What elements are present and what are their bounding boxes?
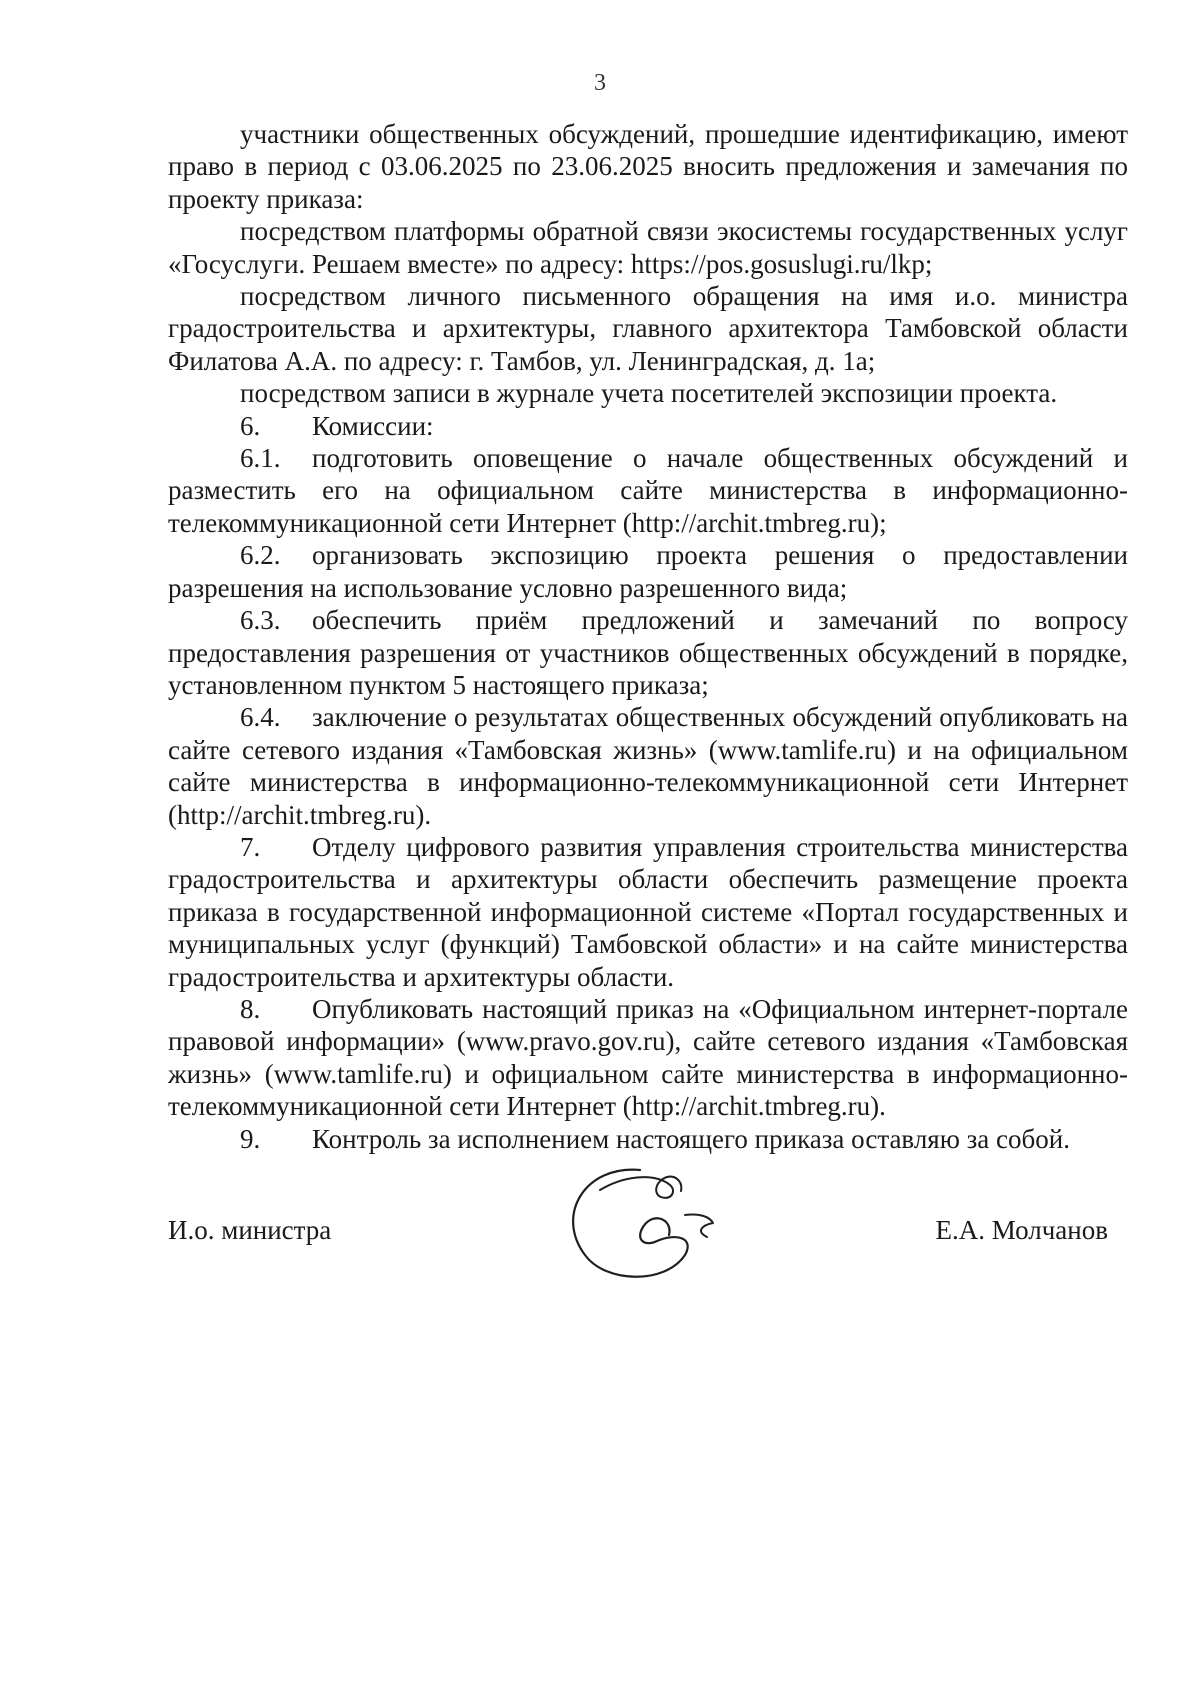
item-number: 8. (240, 993, 261, 1024)
item-number: 6.1. (240, 443, 281, 474)
item-text: Опубликовать настоящий приказ на «Официальном интернет-портале правовой информации» (www.pravo.gov.ru), сайте сетевого издания «Тамбовская жизнь» (www.tamlife.ru) и официальном сайте министерства в информационно-телекоммуникационной сети Интернет (http://archit.tmbreg.ru). (168, 993, 1128, 1122)
paragraph-journal: посредством записи в журнале учета посетителей экспозиции проекта. (240, 378, 1058, 409)
item-text: заключение о результатах общественных обсуждений опубликовать на сайте сетевого издания «Тамбовская жизнь» (www.tamlife.ru) и на официальном сайте министерства в информационно-телекоммуникационной сети Интернет (http://archit.tmbreg.ru). (168, 702, 1128, 830)
item-text: подготовить оповещение о начале общественных обсуждений и разместить его на официальном сайте министерства в информационно-телекоммуникационной сети Интернет (http://archit.tmbreg.ru); (168, 443, 1128, 538)
item-text: Отделу цифрового развития управления строительства министерства градостроительства и архитектуры области обеспечить размещение проекта приказа в государственной информационной системе «Портал государственных и муниципальных услуг (функций) Тамбовской области» и на сайте министерства градостроительства и архитектуры области. (168, 831, 1128, 992)
item-6-3 (168, 604, 1128, 701)
item-number: 7. (240, 831, 261, 862)
item-6-2 (168, 539, 1128, 604)
item-text: обеспечить приём предложений и замечаний по вопросу предоставления разрешения от участников общественных обсуждений в порядке, установленном пунктом 5 настоящего приказа; (168, 605, 1128, 700)
handwritten-signature (545, 1145, 745, 1295)
signatory-name: Е.А. Молчанов (935, 1215, 1108, 1245)
paragraph-participants: участники общественных обсуждений, прошедшие идентификацию, имеют право в период с 03.06.2025 по 23.06.2025 вносить предложения и замечания по проекту приказа: (168, 119, 1128, 214)
item-number: 6. (240, 410, 261, 441)
item-text: Комиссии: (312, 410, 434, 441)
item-number: 6.2. (240, 540, 281, 571)
item-6-1 (168, 442, 1128, 539)
paragraph-letter: посредством личного письменного обращения на имя и.о. министра градостроительства и архитектуры, главного архитектора Тамбовской области Филатова А.А. по адресу: г. Тамбов, ул. Ленинградская, д. 1а; (168, 281, 1128, 376)
item-text: организовать экспозицию проекта решения о предоставлении разрешения на использование условно разрешенного вида; (168, 540, 1128, 603)
item-number: 6.3. (240, 605, 281, 636)
signature-block (0, 1215, 1200, 1375)
item-number: 6.4. (240, 702, 281, 733)
item-6 (168, 410, 1128, 442)
item-number: 9. (240, 1123, 261, 1154)
document-body (168, 118, 1128, 1155)
item-8 (168, 993, 1128, 1123)
item-7 (168, 831, 1128, 993)
item-6-4 (168, 701, 1128, 831)
item-text: Контроль за исполнением настоящего приказа оставляю за собой. (312, 1123, 1070, 1154)
page-number: 3 (594, 70, 606, 96)
paragraph-gosuslugi: посредством платформы обратной связи экосистемы государственных услуг «Госуслуги. Решаем вместе» по адресу: https://pos.gosuslugi.ru/lkp; (168, 216, 1128, 279)
signatory-title: И.о. министра (168, 1215, 332, 1245)
